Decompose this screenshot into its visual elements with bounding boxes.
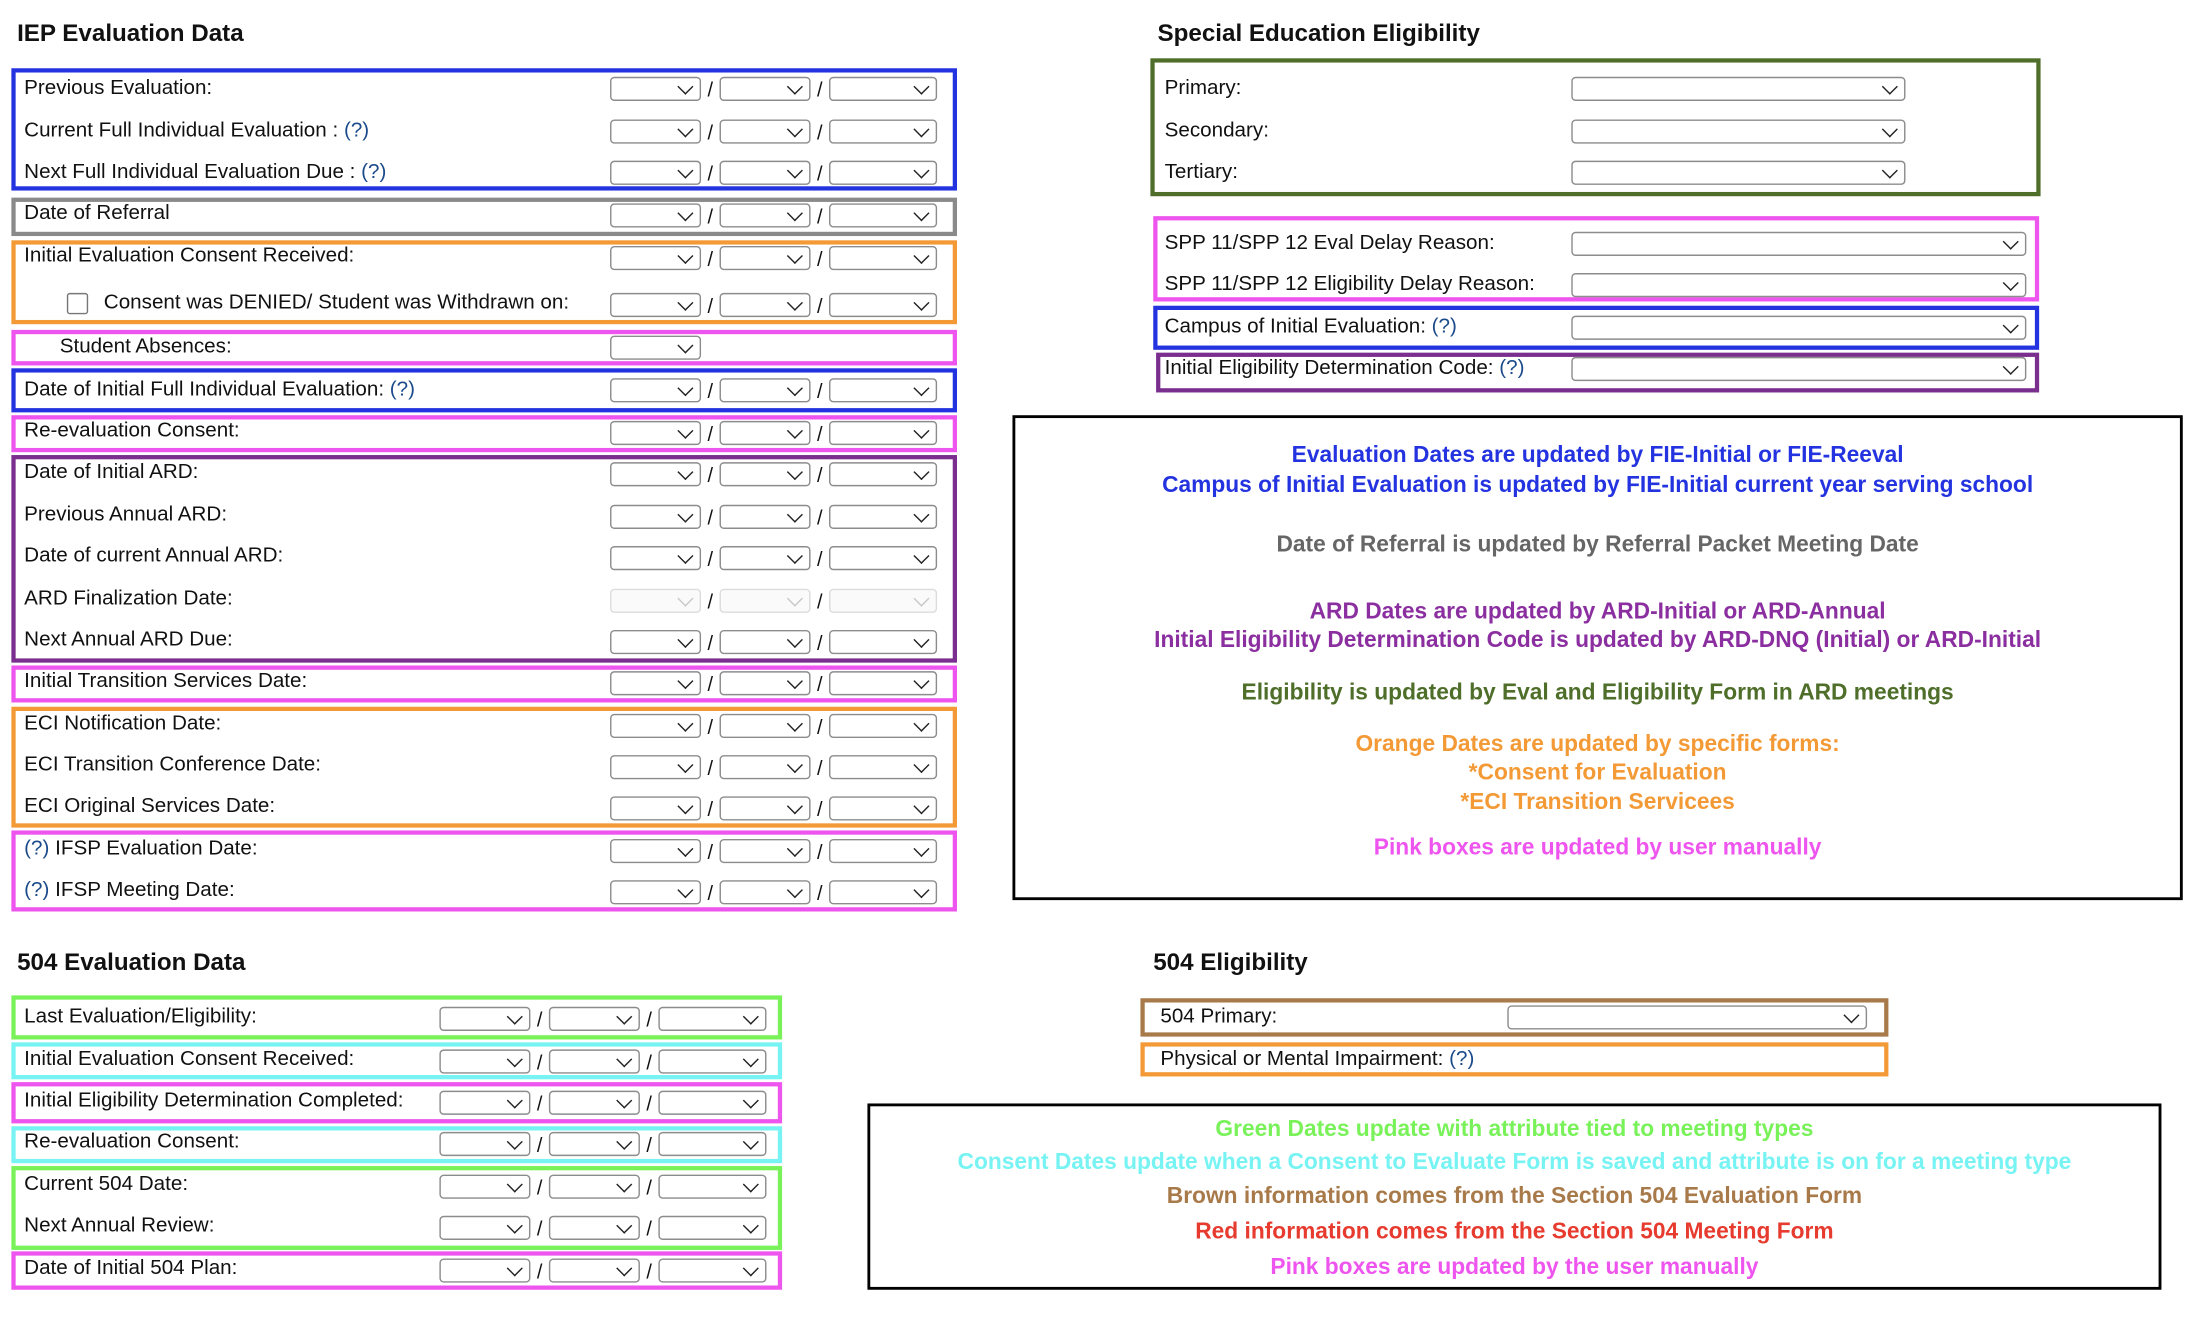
s504-reeval-label: Re-evaluation Consent:	[24, 1130, 240, 1154]
next-annual-ard-date	[610, 630, 937, 654]
month-select[interactable]	[610, 546, 701, 570]
current-annual-ard-label: Date of current Annual ARD:	[24, 544, 284, 568]
s504-last-eval-date	[439, 1007, 766, 1031]
s504-determination-date	[439, 1091, 766, 1115]
date-slash: /	[817, 246, 823, 270]
month-select[interactable]	[610, 203, 701, 227]
ifsp-evaluation-date	[610, 839, 937, 863]
month-select[interactable]	[610, 630, 701, 654]
day-select[interactable]	[720, 505, 811, 529]
s504-current-date	[439, 1175, 766, 1199]
date-slash: /	[536, 1175, 543, 1199]
date-slash: /	[646, 1050, 652, 1073]
date-slash: /	[707, 797, 714, 820]
initial-fie-date	[610, 378, 937, 402]
year-select[interactable]	[829, 203, 937, 227]
s504-legend-box	[867, 1103, 2161, 1289]
s504-consent-date	[439, 1049, 766, 1073]
date-slash: /	[817, 546, 823, 570]
eci-conference-date	[610, 755, 937, 779]
day-select-disabled	[720, 589, 811, 613]
year-select[interactable]	[829, 378, 937, 402]
consent-denied-label: Consent was DENIED/ Student was Withdrawn on:	[103, 291, 570, 315]
month-select[interactable]	[610, 77, 701, 101]
month-select[interactable]	[610, 246, 701, 270]
date-slash: /	[646, 1091, 652, 1115]
date-slash: /	[707, 839, 714, 863]
date-slash: /	[707, 505, 714, 529]
eci-original-date	[610, 796, 937, 820]
initial-ard-label: Date of Initial ARD:	[24, 460, 199, 484]
determination-code-select[interactable]	[1571, 357, 2026, 381]
legend-consent-evaluation: *Consent for Evaluation	[1468, 760, 1727, 785]
s504-consent-label: Initial Evaluation Consent Received:	[24, 1048, 355, 1071]
year-select[interactable]	[829, 796, 937, 820]
day-select[interactable]	[720, 714, 811, 738]
month-select[interactable]	[610, 505, 701, 529]
reeval-consent-label: Re-evaluation Consent:	[24, 419, 240, 443]
secondary-label: Secondary:	[1164, 119, 1269, 143]
year-select[interactable]	[829, 671, 937, 695]
year-select[interactable]	[829, 462, 937, 486]
month-select[interactable]	[439, 1091, 530, 1115]
year-select[interactable]	[829, 119, 937, 143]
current-fie-text: Current Full Individual Evaluation :	[24, 119, 339, 143]
legend-green-dates: Green Dates update with attribute tied to meeting types	[1215, 1117, 1814, 1142]
legend-consent-dates: Consent Dates update when a Consent to Evaluate Form is saved and attribute is on for a meeting type	[957, 1150, 2072, 1175]
ifsp-meeting-date	[610, 880, 937, 904]
ard-finalization-date	[610, 589, 937, 613]
date-slash: /	[536, 1132, 543, 1156]
previous-annual-ard-date	[610, 505, 937, 529]
day-select[interactable]	[549, 1091, 640, 1115]
eval-delay-select[interactable]	[1571, 232, 2026, 256]
year-select[interactable]	[829, 421, 937, 445]
consent-denied-date	[610, 293, 937, 317]
date-slash: /	[817, 880, 823, 904]
date-slash: /	[817, 161, 823, 185]
year-select[interactable]	[829, 755, 937, 779]
day-select[interactable]	[720, 630, 811, 654]
date-slash: /	[817, 671, 823, 695]
date-slash: /	[817, 421, 823, 445]
year-select[interactable]	[829, 880, 937, 904]
campus-select[interactable]	[1571, 316, 2026, 340]
day-select[interactable]	[720, 246, 811, 270]
next-fie-help-link[interactable]: (?)	[361, 160, 387, 184]
date-slash: /	[817, 204, 823, 227]
next-fie-label	[24, 161, 386, 184]
day-select[interactable]	[720, 839, 811, 863]
month-select[interactable]	[610, 755, 701, 779]
legend-campus: Campus of Initial Evaluation is updated by FIE-Initial current year serving school	[1162, 473, 2034, 498]
determination-code-label	[1165, 357, 1525, 380]
date-slash: /	[646, 1007, 652, 1031]
year-select-disabled	[829, 589, 937, 613]
day-select[interactable]	[720, 880, 811, 904]
year-select[interactable]	[829, 293, 937, 317]
date-slash: /	[707, 589, 714, 613]
day-select[interactable]	[720, 293, 811, 317]
current-fie-date	[610, 119, 937, 143]
legend-eci-transition: *ECI Transition Servicees	[1460, 790, 1735, 815]
month-select[interactable]	[610, 714, 701, 738]
date-slash: /	[707, 204, 714, 227]
day-select[interactable]	[549, 1132, 640, 1156]
date-slash: /	[707, 293, 714, 317]
date-slash: /	[646, 1132, 652, 1156]
day-select[interactable]	[720, 77, 811, 101]
ifsp-evaluation-help-link[interactable]: (?)	[24, 837, 50, 861]
date-slash: /	[707, 630, 714, 654]
year-select[interactable]	[829, 77, 937, 101]
previous-evaluation-label: Previous Evaluation:	[24, 76, 213, 100]
date-slash: /	[817, 630, 823, 654]
year-select[interactable]	[829, 246, 937, 270]
determination-code-help-link[interactable]: (?)	[1499, 356, 1525, 380]
initial-consent-date	[610, 246, 937, 270]
legend-orange-dates: Orange Dates are updated by specific forms:	[1355, 732, 1840, 757]
year-select[interactable]	[829, 546, 937, 570]
month-select[interactable]	[610, 796, 701, 820]
year-select[interactable]	[658, 1175, 766, 1199]
s504-current-label: Current 504 Date:	[24, 1173, 189, 1196]
current-fie-help-link[interactable]: (?)	[343, 119, 370, 143]
s504-next-review-date	[439, 1216, 766, 1240]
secondary-select[interactable]	[1571, 119, 1905, 143]
legend-eligibility: Eligibility is updated by Eval and Eligibility Form in ARD meetings	[1241, 681, 1954, 706]
iep-section-title: IEP Evaluation Data	[17, 19, 244, 47]
initial-fie-label	[24, 378, 415, 401]
next-fie-text: Next Full Individual Evaluation Due :	[24, 160, 356, 184]
year-select[interactable]	[658, 1049, 766, 1073]
date-slash: /	[817, 378, 823, 402]
s504-primary-select[interactable]	[1507, 1005, 1867, 1029]
date-slash: /	[646, 1259, 652, 1282]
day-select[interactable]	[720, 796, 811, 820]
day-select[interactable]	[720, 378, 811, 402]
year-select[interactable]	[829, 630, 937, 654]
date-slash: /	[536, 1091, 543, 1115]
date-slash: /	[707, 246, 714, 270]
date-slash: /	[817, 797, 823, 820]
reeval-consent-date	[610, 421, 937, 445]
initial-consent-label: Initial Evaluation Consent Received:	[24, 244, 355, 268]
student-absences-label: Student Absences:	[59, 335, 232, 359]
month-select[interactable]	[439, 1132, 530, 1156]
day-select[interactable]	[720, 421, 811, 445]
sped-section-title: Special Education Eligibility	[1157, 19, 1480, 47]
impairment-text: Physical or Mental Impairment:	[1160, 1048, 1444, 1071]
next-fie-date	[610, 161, 937, 185]
initial-transition-label: Initial Transition Services Date:	[24, 669, 308, 693]
day-select[interactable]	[549, 1258, 640, 1282]
day-select[interactable]	[720, 671, 811, 695]
primary-label: Primary:	[1164, 76, 1242, 100]
month-select[interactable]	[439, 1175, 530, 1199]
day-select[interactable]	[720, 462, 811, 486]
month-select[interactable]	[610, 839, 701, 863]
month-select[interactable]	[439, 1049, 530, 1073]
date-of-referral-date	[610, 203, 937, 227]
date-slash: /	[536, 1216, 543, 1240]
date-slash: /	[817, 589, 823, 613]
date-slash: /	[646, 1216, 652, 1240]
date-slash: /	[817, 120, 823, 143]
date-slash: /	[817, 505, 823, 529]
date-of-referral-label: Date of Referral	[24, 201, 170, 225]
year-select[interactable]	[658, 1091, 766, 1115]
date-slash: /	[707, 755, 714, 779]
consent-denied-row	[67, 292, 569, 315]
tertiary-label: Tertiary:	[1164, 160, 1238, 184]
year-select[interactable]	[658, 1216, 766, 1240]
day-select[interactable]	[720, 119, 811, 143]
eligibility-delay-label: SPP 11/SPP 12 Eligibility Delay Reason:	[1164, 273, 1535, 296]
legend-pink-boxes-504: Pink boxes are updated by the user manually	[1270, 1255, 1759, 1280]
month-select[interactable]	[439, 1007, 530, 1031]
month-select[interactable]	[610, 293, 701, 317]
ifsp-evaluation-text: IFSP Evaluation Date:	[55, 837, 258, 861]
impairment-help-link[interactable]: (?)	[1449, 1048, 1475, 1071]
day-select[interactable]	[549, 1175, 640, 1199]
primary-select[interactable]	[1571, 77, 1905, 101]
ifsp-meeting-label	[24, 879, 235, 902]
consent-denied-checkbox[interactable]	[67, 292, 88, 313]
date-slash: /	[536, 1007, 543, 1031]
s504-last-eval-label: Last Evaluation/Eligibility:	[24, 1005, 257, 1029]
date-slash: /	[817, 714, 823, 738]
month-select[interactable]	[439, 1216, 530, 1240]
date-slash: /	[817, 755, 823, 779]
ifsp-meeting-help-link[interactable]: (?)	[24, 878, 50, 902]
month-select[interactable]	[610, 671, 701, 695]
initial-fie-help-link[interactable]: (?)	[389, 378, 416, 402]
campus-label	[1165, 316, 1457, 339]
date-slash: /	[707, 161, 714, 185]
month-select[interactable]	[610, 378, 701, 402]
legend-referral: Date of Referral is updated by Referral Packet Meeting Date	[1276, 533, 1919, 558]
eligibility-delay-select[interactable]	[1571, 273, 2026, 297]
day-select[interactable]	[549, 1007, 640, 1031]
date-slash: /	[817, 462, 823, 486]
date-slash: /	[707, 546, 714, 570]
month-select[interactable]	[610, 880, 701, 904]
eval-delay-label: SPP 11/SPP 12 Eval Delay Reason:	[1164, 231, 1495, 255]
date-slash: /	[707, 378, 714, 402]
previous-evaluation-date	[610, 77, 937, 101]
legend-brown-information: Brown information comes from the Section 504 Evaluation Form	[1166, 1184, 1863, 1209]
eci-conference-label: ECI Transition Conference Date:	[24, 753, 322, 777]
legend-red-information: Red information comes from the Section 504 Meeting Form	[1195, 1220, 1834, 1245]
s504-primary-label: 504 Primary:	[1160, 1005, 1278, 1029]
date-slash: /	[817, 839, 823, 863]
previous-annual-ard-label: Previous Annual ARD:	[24, 503, 228, 527]
current-annual-ard-date	[610, 546, 937, 570]
month-select[interactable]	[610, 462, 701, 486]
day-select[interactable]	[549, 1216, 640, 1240]
initial-ard-date	[610, 462, 937, 486]
elig504-section-title: 504 Eligibility	[1153, 948, 1308, 976]
s504-determination-label: Initial Eligibility Determination Completed:	[24, 1089, 404, 1113]
initial-fie-text: Date of Initial Full Individual Evaluation:	[24, 378, 385, 402]
iep-legend-box	[1012, 415, 2182, 900]
tertiary-select[interactable]	[1571, 161, 1905, 185]
s504-next-review-label: Next Annual Review:	[24, 1214, 215, 1238]
month-select[interactable]	[610, 119, 701, 143]
date-slash: /	[817, 293, 823, 317]
student-absences-select-wrap	[610, 336, 701, 360]
date-slash: /	[707, 671, 714, 695]
initial-transition-date	[610, 671, 937, 695]
date-slash: /	[707, 714, 714, 738]
date-slash: /	[707, 462, 714, 486]
date-slash: /	[817, 77, 823, 101]
next-annual-ard-label: Next Annual ARD Due:	[24, 628, 233, 652]
year-select[interactable]	[658, 1007, 766, 1031]
eci-original-label: ECI Original Services Date:	[24, 794, 276, 818]
month-select[interactable]	[610, 161, 701, 185]
s504-initial-plan-date	[439, 1258, 766, 1282]
date-slash: /	[707, 77, 714, 101]
date-slash: /	[707, 120, 714, 143]
day-select[interactable]	[720, 161, 811, 185]
year-select[interactable]	[829, 714, 937, 738]
campus-text: Campus of Initial Evaluation:	[1164, 315, 1426, 339]
year-select[interactable]	[829, 505, 937, 529]
legend-ard-dates: ARD Dates are updated by ARD-Initial or ARD-Annual	[1309, 600, 1886, 625]
day-select[interactable]	[549, 1049, 640, 1073]
day-select[interactable]	[720, 203, 811, 227]
date-slash: /	[646, 1175, 652, 1199]
date-slash: /	[707, 880, 714, 904]
month-select[interactable]	[439, 1258, 530, 1282]
determination-code-text: Initial Eligibility Determination Code:	[1164, 356, 1494, 380]
ard-finalization-label: ARD Finalization Date:	[24, 587, 233, 611]
legend-determination-code: Initial Eligibility Determination Code is updated by ARD-DNQ (Initial) or ARD-Initial	[1154, 628, 2042, 653]
year-select[interactable]	[829, 161, 937, 185]
current-fie-label	[24, 119, 369, 142]
year-select[interactable]	[829, 839, 937, 863]
s504-initial-plan-label: Date of Initial 504 Plan:	[24, 1257, 238, 1280]
legend-evaluation-dates: Evaluation Dates are updated by FIE-Initial or FIE-Reeval	[1291, 443, 1904, 468]
month-select-disabled	[610, 589, 701, 613]
impairment-label	[1160, 1048, 1474, 1071]
day-select[interactable]	[720, 546, 811, 570]
ifsp-evaluation-label	[24, 838, 257, 861]
campus-help-link[interactable]: (?)	[1431, 315, 1457, 339]
eci-notification-label: ECI Notification Date:	[24, 712, 222, 736]
s504-reeval-date	[439, 1132, 766, 1156]
s504-section-title: 504 Evaluation Data	[17, 948, 246, 976]
month-select[interactable]	[610, 421, 701, 445]
student-absences-select[interactable]	[610, 336, 701, 360]
date-slash: /	[707, 421, 714, 445]
ifsp-meeting-text: IFSP Meeting Date:	[55, 878, 235, 902]
year-select[interactable]	[658, 1132, 766, 1156]
year-select[interactable]	[658, 1258, 766, 1282]
day-select[interactable]	[720, 755, 811, 779]
eci-notification-date	[610, 714, 937, 738]
date-slash: /	[536, 1050, 543, 1073]
legend-pink-boxes: Pink boxes are updated by user manually	[1373, 836, 1822, 861]
date-slash: /	[536, 1259, 543, 1282]
